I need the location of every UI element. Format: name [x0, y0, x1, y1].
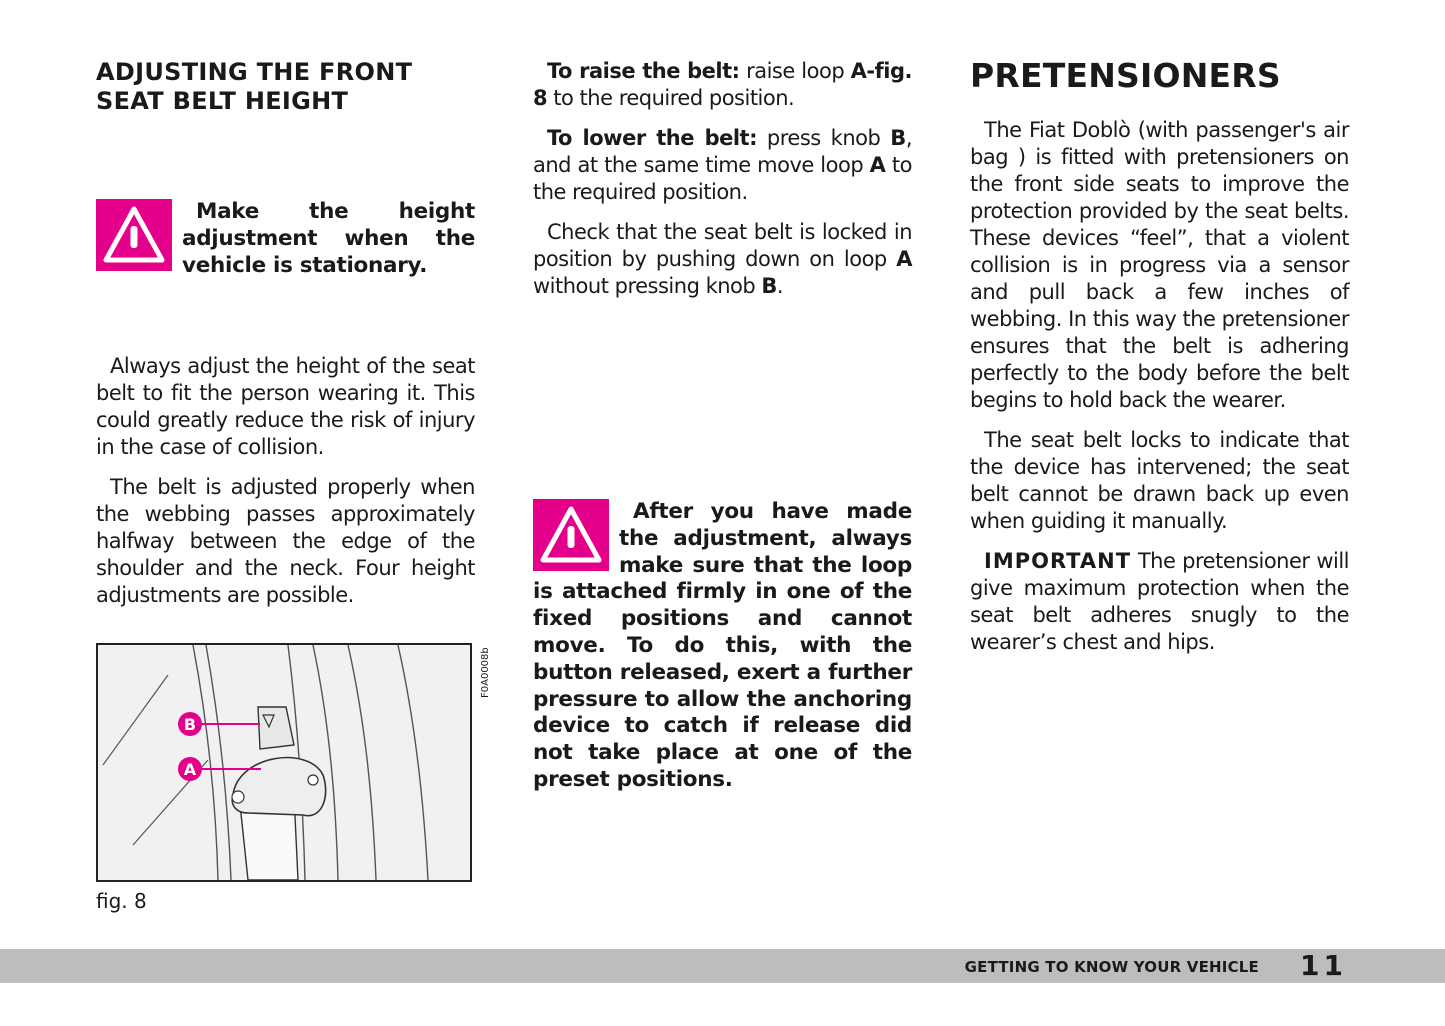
paragraph-seat-belt-locks: The seat belt locks to indicate that the device has intervened; the seat belt cannot be drawn back up even when guiding it manually. [970, 428, 1349, 533]
column-right [970, 58, 1349, 669]
check-text-end: . [776, 274, 784, 298]
column-left [96, 58, 475, 116]
raise-ref: A-fig. 8 [533, 59, 912, 110]
warning-loop-text: After you have made the adjustment, always make sure that the loop is attached firmly in one of the fixed positions and cannot move. To do this, with the button released, exert a further pressure to allow the anchoring device to catch if release did not take place at one of the preset positions. [533, 499, 912, 792]
column-middle [533, 58, 912, 313]
paragraph-check-locked [533, 219, 912, 300]
paragraph-pretensioners-intro: The Fiat Doblò (with passenger's air bag ) is fitted with pretensioners on the front side seats to improve the protection provided by the seat belts. These devices “feel”, that a violent collision is in progress via a sensor and pull back a few inches of webbing. In this way the pretensioner ensures that the belt is adhering perfectly to the body before the belt begins to hold back the wearer. [970, 118, 1349, 412]
lower-ref-b: B [890, 126, 906, 150]
section-heading-pretensioners: PRETENSIONERS [970, 56, 1281, 95]
lower-belt-label: To lower the belt: [547, 126, 757, 150]
important-text: The pretensioner will give maximum protection when the seat belt adheres snugly to the wearer’s chest and hips. [970, 549, 1349, 654]
check-text: Check that the seat belt is locked in position by pushing down on loop [533, 220, 912, 271]
lower-ref-a: A [869, 153, 886, 177]
check-text-mid: without pressing knob [533, 274, 762, 298]
label-a-marker [178, 757, 202, 781]
warning-triangle-icon [96, 199, 172, 271]
section-heading-belt-height: ADJUSTING THE FRONT SEAT BELT HEIGHT [96, 58, 413, 115]
lower-text-end: to the required position. [533, 153, 912, 204]
figure-label-b: B [183, 715, 197, 734]
lower-text: press knob [756, 126, 891, 150]
belt-adjust-paragraphs [96, 353, 475, 622]
raise-text: raise loop [739, 59, 851, 83]
check-ref-b: B [761, 274, 777, 298]
paragraph-lower-belt [533, 125, 912, 206]
paragraph-belt-position: The belt is adjusted properly when the webbing passes approximately halfway between the edge of the shoulder and the neck. Four height adjustments are possible. [96, 475, 475, 607]
warning-stationary [96, 199, 475, 279]
figure-code: F0A0008b [480, 647, 491, 698]
lower-text-mid: , and at the same time move loop [533, 126, 912, 177]
warning-triangle-icon [533, 499, 609, 571]
raise-belt-label: To raise the belt: [547, 59, 740, 83]
paragraph-raise-belt [533, 58, 912, 112]
page-number: 11 [1300, 949, 1347, 982]
label-b-marker [178, 712, 202, 736]
footer-section-title: GETTING TO KNOW YOUR VEHICLE [964, 958, 1259, 976]
paragraph-important [970, 548, 1349, 656]
figure-label-a: A [183, 760, 197, 779]
important-label: IMPORTANT [984, 549, 1132, 573]
paragraph-adjust-height: Always adjust the height of the seat belt to fit the person wearing it. This could greatly reduce the risk of injury in the case of collision. [96, 354, 475, 459]
figure-caption: fig. 8 [96, 889, 147, 913]
warning-stationary-text: Make the height adjustment when the vehicle is stationary. [182, 199, 475, 278]
warning-loop-attached [533, 499, 912, 794]
check-ref-a: A [896, 247, 912, 271]
raise-text-end: to the required position. [547, 86, 795, 110]
figure-8-illustration [96, 643, 472, 882]
